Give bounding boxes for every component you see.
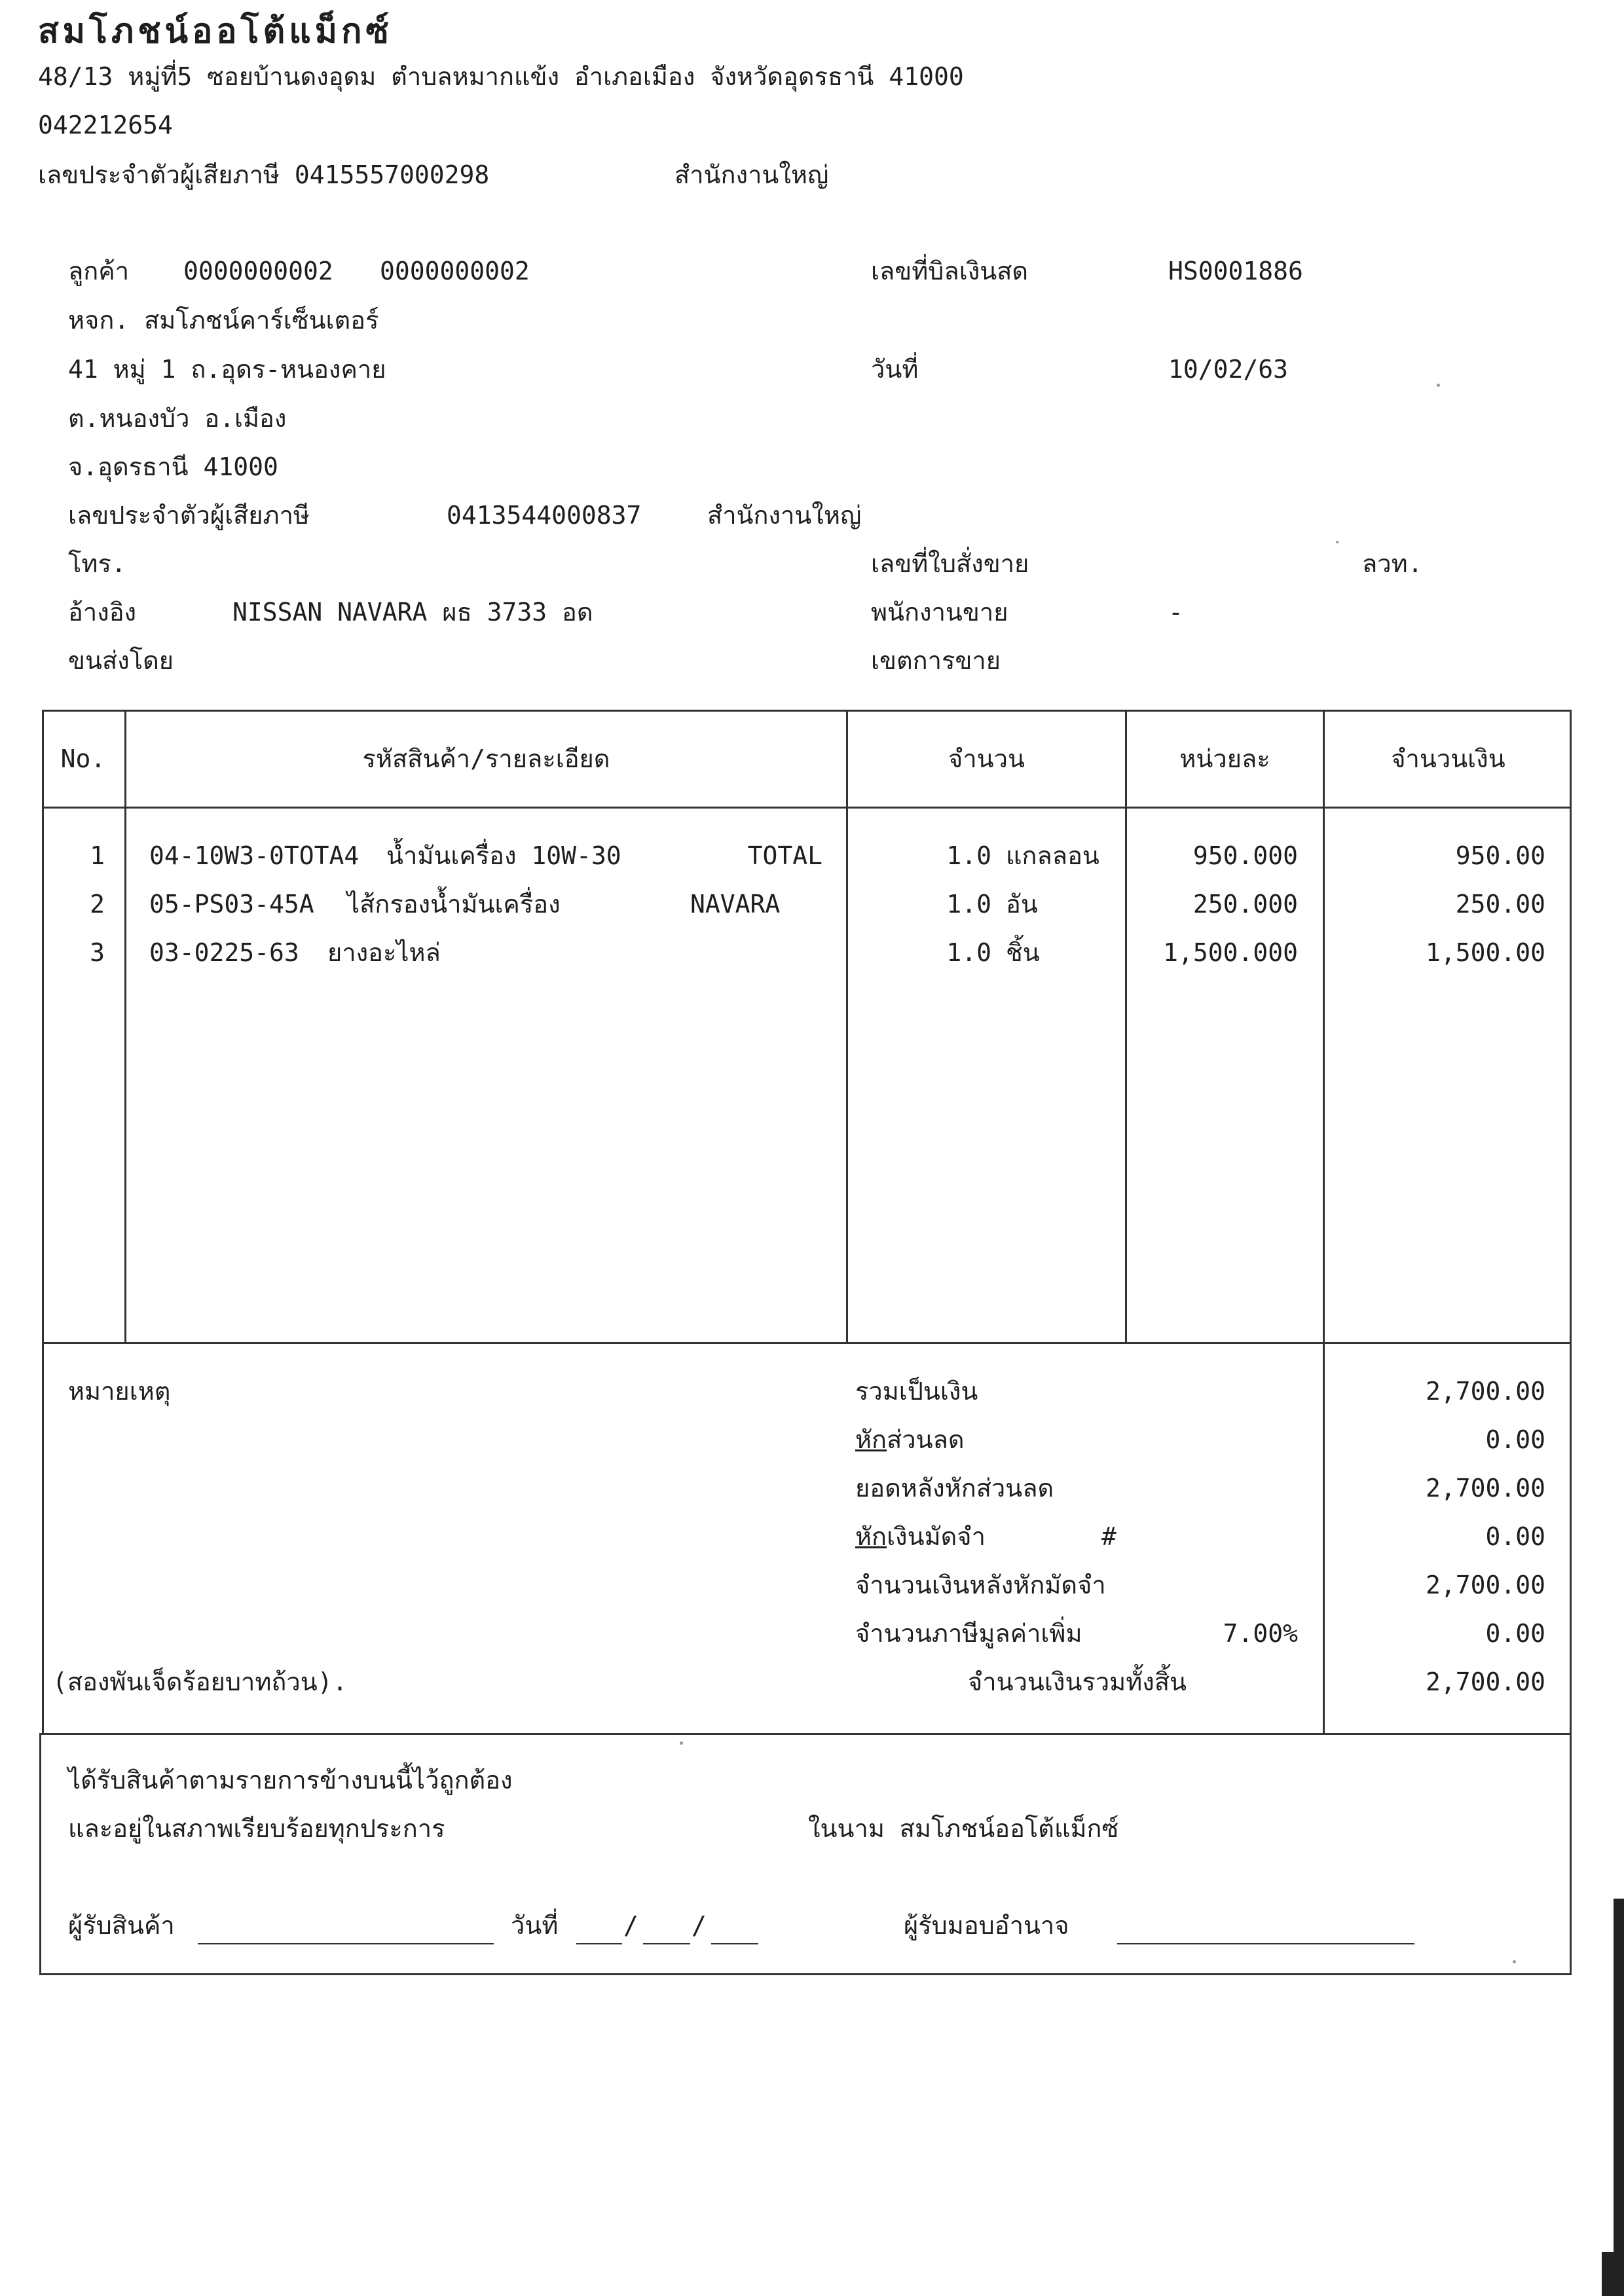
- customer-address-2: ต.หนองบัว อ.เมือง: [68, 404, 287, 433]
- bill-date: 10/02/63: [1168, 355, 1289, 384]
- company-address: 48/13 หมู่ที่5 ซอยบ้านดงอุดม ตำบลหมากแข้ง อำเภอเมือง จังหวัดอุดรธานี 41000: [38, 62, 964, 91]
- row-3-no: 3: [90, 938, 105, 967]
- deposit-value: 0.00: [1485, 1522, 1545, 1551]
- customer-name: หจก. สมโภชน์คาร์เซ็นเตอร์: [68, 306, 379, 335]
- header-description: รหัสสินค้า/รายละเอียด: [362, 744, 610, 773]
- salesperson-label: พนักงานขาย: [871, 598, 1008, 627]
- discount-prefix: หัก: [855, 1425, 887, 1454]
- on-behalf-of: ในนาม สมโภชน์ออโต้แม็กซ์: [808, 1814, 1119, 1843]
- discount-label: ส่วนลด: [887, 1425, 965, 1454]
- customer-label: ลูกค้า: [68, 257, 130, 285]
- column-divider-desc: [846, 710, 848, 1344]
- header-quantity: จำนวน: [948, 744, 1025, 773]
- row-1-brand: TOTAL: [747, 841, 822, 870]
- row-3-amount: 1,500.00: [1425, 938, 1545, 967]
- after-discount-label: ยอดหลังหักส่วนลด: [855, 1474, 1054, 1503]
- scan-speck: [1437, 384, 1440, 387]
- customer-phone-label: โทร.: [68, 549, 126, 578]
- after-discount-value: 2,700.00: [1425, 1474, 1545, 1503]
- scan-edge-corner: [1602, 2252, 1624, 2296]
- row-1-qty: 1.0: [946, 841, 991, 870]
- row-3-qty: 1.0: [946, 938, 991, 967]
- customer-code-1: 0000000002: [183, 257, 333, 285]
- company-branch: สำนักงานใหญ่: [674, 160, 829, 189]
- row-1-description: น้ำมันเครื่อง 10W-30: [386, 841, 621, 870]
- subtotal-value: 2,700.00: [1425, 1377, 1545, 1406]
- sales-order-suffix: ลวท.: [1362, 549, 1423, 578]
- amount-in-words: (สองพันเจ็ดร้อยบาทถ้วน).: [52, 1667, 348, 1696]
- bill-number-label: เลขที่บิลเงินสด: [871, 257, 1029, 285]
- subtotal-label: รวมเป็นเงิน: [855, 1377, 978, 1406]
- customer-branch: สำนักงานใหญ่: [707, 501, 862, 530]
- header-no: No.: [60, 744, 106, 773]
- received-statement-2: และอยู่ในสภาพเรียบร้อยทุกประการ: [68, 1814, 445, 1843]
- header-amount: จำนวนเงิน: [1391, 744, 1505, 773]
- vat-label: จำนวนภาษีมูลค่าเพิ่ม: [855, 1619, 1082, 1648]
- customer-tax-label: เลขประจำตัวผู้เสียภาษี: [68, 501, 310, 530]
- column-divider-no: [124, 710, 126, 1344]
- row-1-unit: แกลลอน: [1006, 841, 1099, 870]
- deposit-label: เงินมัดจำ: [887, 1522, 986, 1551]
- after-deposit-value: 2,700.00: [1425, 1571, 1545, 1599]
- company-phone: 042212654: [38, 111, 173, 139]
- shipped-by-label: ขนส่งโดย: [68, 646, 174, 675]
- column-divider-price: [1323, 710, 1325, 1344]
- bill-date-label: วันที่: [871, 355, 919, 384]
- vat-rate: 7.00%: [1223, 1619, 1298, 1648]
- row-1-price: 950.000: [1192, 841, 1298, 870]
- header-unit-price: หน่วยละ: [1179, 744, 1270, 773]
- sales-area-label: เขตการขาย: [871, 646, 1001, 675]
- scan-speck: [1513, 1960, 1516, 1963]
- receive-date-slash-2: /: [692, 1911, 707, 1940]
- grand-total-label: จำนวนเงินรวมทั้งสิ้น: [968, 1667, 1187, 1696]
- row-2-no: 2: [90, 890, 105, 919]
- receive-date-year-line: [711, 1943, 758, 1944]
- grand-total-value: 2,700.00: [1425, 1667, 1545, 1696]
- row-2-brand: NAVARA: [690, 890, 781, 919]
- row-3-price: 1,500.000: [1163, 938, 1298, 967]
- remark-label: หมายเหตุ: [68, 1377, 171, 1406]
- row-3-code: 03-0225-63: [149, 938, 299, 967]
- receiver-label: ผู้รับสินค้า: [68, 1911, 175, 1940]
- row-2-price: 250.000: [1192, 890, 1298, 919]
- received-statement-1: ได้รับสินค้าตามรายการข้างบนนี้ไว้ถูกต้อง: [68, 1766, 513, 1795]
- receive-date-day-line: [576, 1943, 622, 1944]
- bill-number: HS0001886: [1168, 257, 1303, 285]
- row-2-qty: 1.0: [946, 890, 991, 919]
- authorized-signature-line: [1117, 1943, 1414, 1944]
- scan-edge-shadow: [1614, 1899, 1624, 2296]
- customer-tax-id: 0413544000837: [447, 501, 642, 530]
- row-1-code: 04-10W3-0TOTA4: [149, 841, 360, 870]
- company-name: สมโภชน์ออโต้แม็กซ์: [38, 12, 393, 51]
- column-divider-qty: [1125, 710, 1127, 1344]
- company-tax-id: เลขประจำตัวผู้เสียภาษี 0415557000298: [38, 160, 490, 189]
- customer-address-3: จ.อุดรธานี 41000: [68, 452, 278, 481]
- customer-address-1: 41 หมู่ 1 ถ.อุดร-หนองคาย: [68, 355, 386, 384]
- scan-speck: [680, 1741, 683, 1745]
- row-2-unit: อัน: [1006, 890, 1038, 919]
- sales-order-label: เลขที่ใบสั่งขาย: [871, 549, 1029, 578]
- reference-label: อ้างอิง: [68, 598, 137, 627]
- authorized-label: ผู้รับมอบอำนาจ: [904, 1911, 1069, 1940]
- row-3-unit: ชิ้น: [1006, 938, 1040, 967]
- row-2-code: 05-PS03-45A: [149, 890, 314, 919]
- deposit-hash: #: [1101, 1522, 1116, 1551]
- customer-code-2: 0000000002: [380, 257, 530, 285]
- receive-date-month-line: [643, 1943, 690, 1944]
- reference-value: NISSAN NAVARA ผธ 3733 อด: [232, 598, 593, 627]
- row-1-amount: 950.00: [1455, 841, 1545, 870]
- row-2-amount: 250.00: [1455, 890, 1545, 919]
- discount-value: 0.00: [1485, 1425, 1545, 1454]
- salesperson-value: -: [1168, 598, 1183, 627]
- deposit-prefix: หัก: [855, 1522, 887, 1551]
- receive-date-slash-1: /: [623, 1911, 638, 1940]
- receive-date-label: วันที่: [511, 1911, 559, 1940]
- row-2-description: ไส้กรองน้ำมันเครื่อง: [347, 890, 561, 919]
- scan-speck: [1336, 541, 1338, 543]
- vat-value: 0.00: [1485, 1619, 1545, 1648]
- table-header-divider: [42, 807, 1572, 809]
- receiver-signature-line: [198, 1943, 494, 1944]
- row-1-no: 1: [90, 841, 105, 870]
- row-3-description: ยางอะไหล่: [327, 938, 441, 967]
- items-table: [42, 710, 1572, 1344]
- after-deposit-label: จำนวนเงินหลังหักมัดจำ: [855, 1571, 1106, 1599]
